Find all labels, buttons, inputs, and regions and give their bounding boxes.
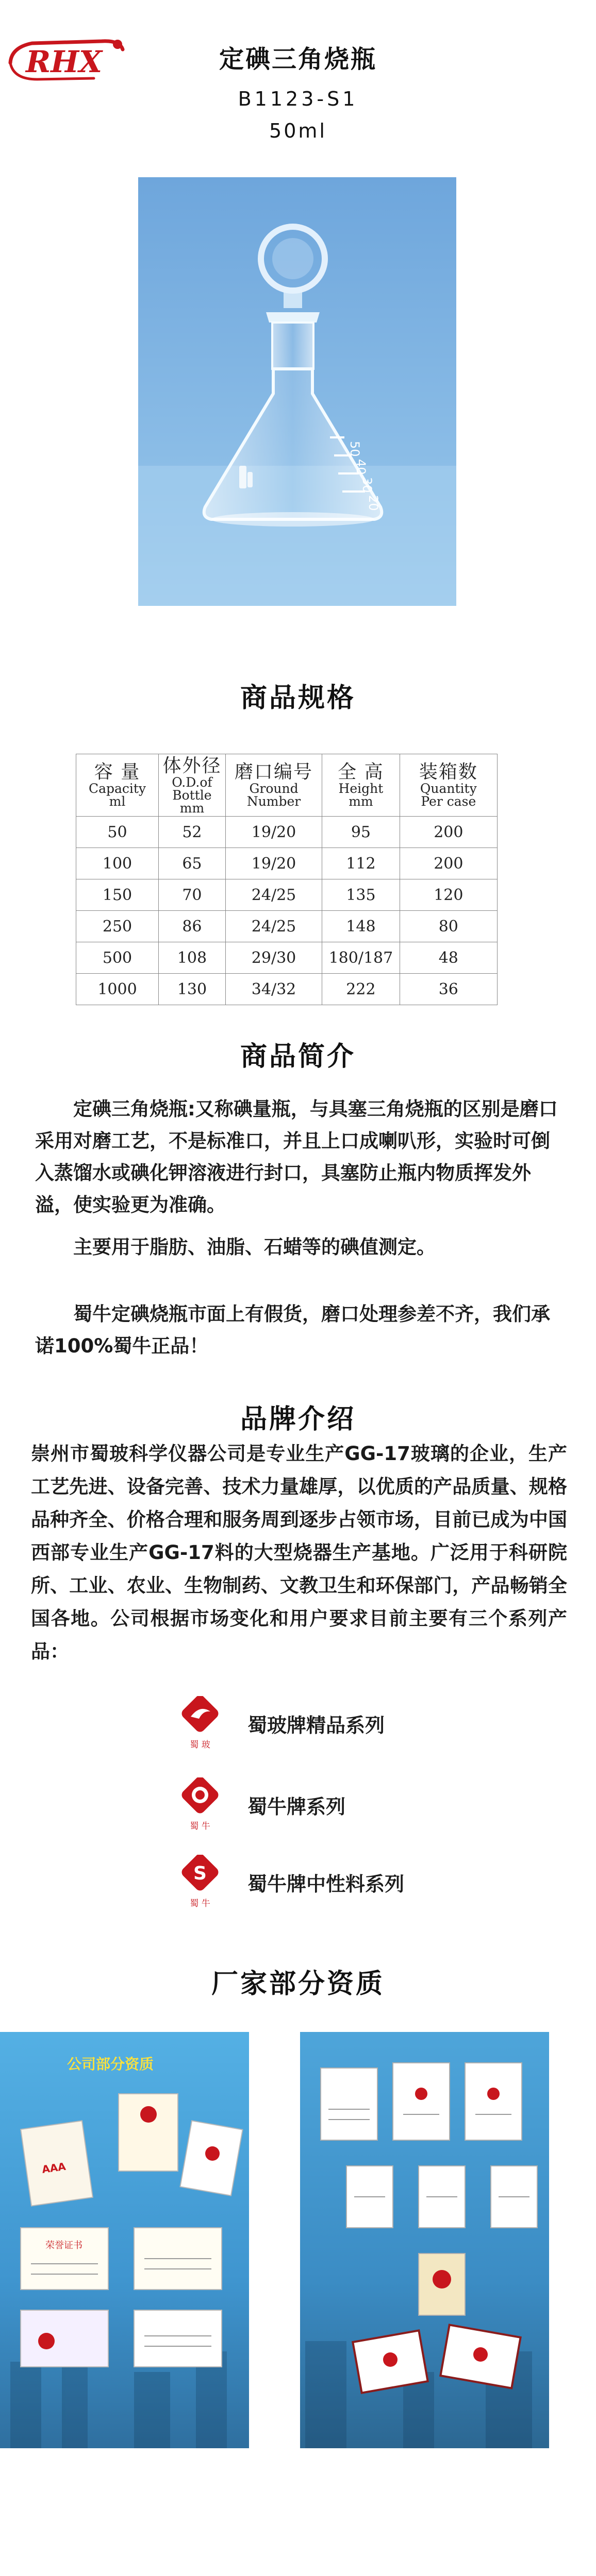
intro-usage: 主要用于脂肪、油脂、石蜡等的碘值测定。 (35, 1236, 436, 1258)
table-cell: 200 (400, 848, 497, 879)
flask-mark: 20 (366, 495, 380, 511)
column-header-diameter: 体外径 O.D.of Bottle mm (158, 754, 225, 817)
product-code: B1123-S1 (238, 88, 358, 110)
cert-label: 荣誉证书 (45, 2240, 82, 2251)
flask-mark: 30 (360, 477, 374, 493)
table-cell: 180/187 (322, 942, 400, 974)
table-cell: 19/20 (225, 848, 322, 879)
table-cell: 24/25 (225, 911, 322, 942)
spec-header-row (76, 754, 498, 817)
table-cell: 70 (158, 879, 225, 911)
table-cell: 120 (400, 879, 497, 911)
table-cell: 86 (158, 911, 225, 942)
flask-mark: 50 (347, 441, 362, 457)
table-cell: 108 (158, 942, 225, 974)
page-title: 定碘三角烧瓶 (219, 45, 377, 74)
series-icon-shuniu-neutral (175, 1855, 225, 1912)
series-icon-shuniu (175, 1777, 225, 1835)
table-cell: 50 (76, 817, 159, 848)
logo-text: RHX (26, 44, 103, 79)
series-icon-caption: 蜀 牛 (190, 1821, 210, 1832)
left-panel-banner: 公司部分资质 (67, 2056, 154, 2073)
column-header-height: 全 高 Height mm (322, 754, 400, 817)
series-label: 蜀玻牌精品系列 (247, 1714, 385, 1737)
spec-title: 商品规格 (240, 683, 356, 714)
column-header-quantity: 装箱数 Quantity Per case (400, 754, 497, 817)
series-label: 蜀牛牌中性料系列 (247, 1873, 405, 1895)
cert-label: AAA (41, 2160, 67, 2176)
product-photo (138, 177, 456, 606)
table-cell: 130 (158, 974, 225, 1005)
table-cell: 29/30 (225, 942, 322, 974)
table-row (76, 942, 498, 974)
table-row (76, 848, 498, 879)
flask-mark: 40 (354, 459, 368, 475)
table-cell: 1000 (76, 974, 159, 1005)
table-cell: 19/20 (225, 817, 322, 848)
column-header-ground-number: 磨口编号 Ground Number (225, 754, 322, 817)
column-header-capacity: 容 量 Capacity ml (76, 754, 159, 817)
table-cell: 65 (158, 848, 225, 879)
svg-text:S: S (193, 1863, 207, 1884)
table-row (76, 911, 498, 942)
series-label: 蜀牛牌系列 (247, 1795, 346, 1818)
table-cell: 135 (322, 879, 400, 911)
table-cell: 52 (158, 817, 225, 848)
table-cell: 24/25 (225, 879, 322, 911)
table-cell: 36 (400, 974, 497, 1005)
table-cell: 80 (400, 911, 497, 942)
table-cell: 95 (322, 817, 400, 848)
table-cell: 150 (76, 879, 159, 911)
series-icon-caption: 蜀 牛 (190, 1899, 210, 1909)
table-row (76, 817, 498, 848)
table-cell: 500 (76, 942, 159, 974)
table-row (76, 974, 498, 1005)
table-cell: 34/32 (225, 974, 322, 1005)
table-cell: 200 (400, 817, 497, 848)
spec-table (76, 754, 498, 1005)
table-cell: 48 (400, 942, 497, 974)
brand-title: 品牌介绍 (240, 1404, 356, 1435)
product-volume: 50ml (269, 120, 327, 142)
intro-notice: 蜀牛定碘烧瓶市面上有假货，磨口处理参差不齐，我们承诺100%蜀牛正品！ (35, 1303, 550, 1357)
qualification-title: 厂家部分资质 (211, 1969, 385, 1999)
table-cell: 112 (322, 848, 400, 879)
table-row (76, 879, 498, 911)
intro-title: 商品简介 (240, 1041, 356, 1072)
table-cell: 148 (322, 911, 400, 942)
table-cell: 222 (322, 974, 400, 1005)
table-cell: 100 (76, 848, 159, 879)
table-cell: 250 (76, 911, 159, 942)
certificates-panel-right (300, 2032, 549, 2448)
certificates-panel-left (0, 2032, 249, 2448)
series-icon-caption: 蜀 玻 (190, 1740, 210, 1750)
intro-paragraph: 定碘三角烧瓶:又称碘量瓶，与具塞三角烧瓶的区别是磨口采用对磨工艺，不是标准口，并且上口成喇叭形，实验时可倒入蒸馏水或碘化钾溶液进行封口，具塞防止瓶内物质挥发外溢，使实验更为准确。 (35, 1098, 558, 1216)
brand-description: 崇州市蜀玻科学仪器公司是专业生产GG-17玻璃的企业，生产工艺先进、设备完善、技术力量雄厚，以优质的产品质量、规格品种齐全、价格合理和服务周到逐步占领市场，目前已成为中国西部专业生产GG-17料的大型烧器生产基地。广泛用于科研院所、工业、农业、生物制药、文教卫生和环保部门，产品畅销全国各地。公司根据市场变化和用户要求目前主要有三个系列产品： (31, 1443, 567, 1663)
series-icon-shubo (175, 1696, 225, 1754)
